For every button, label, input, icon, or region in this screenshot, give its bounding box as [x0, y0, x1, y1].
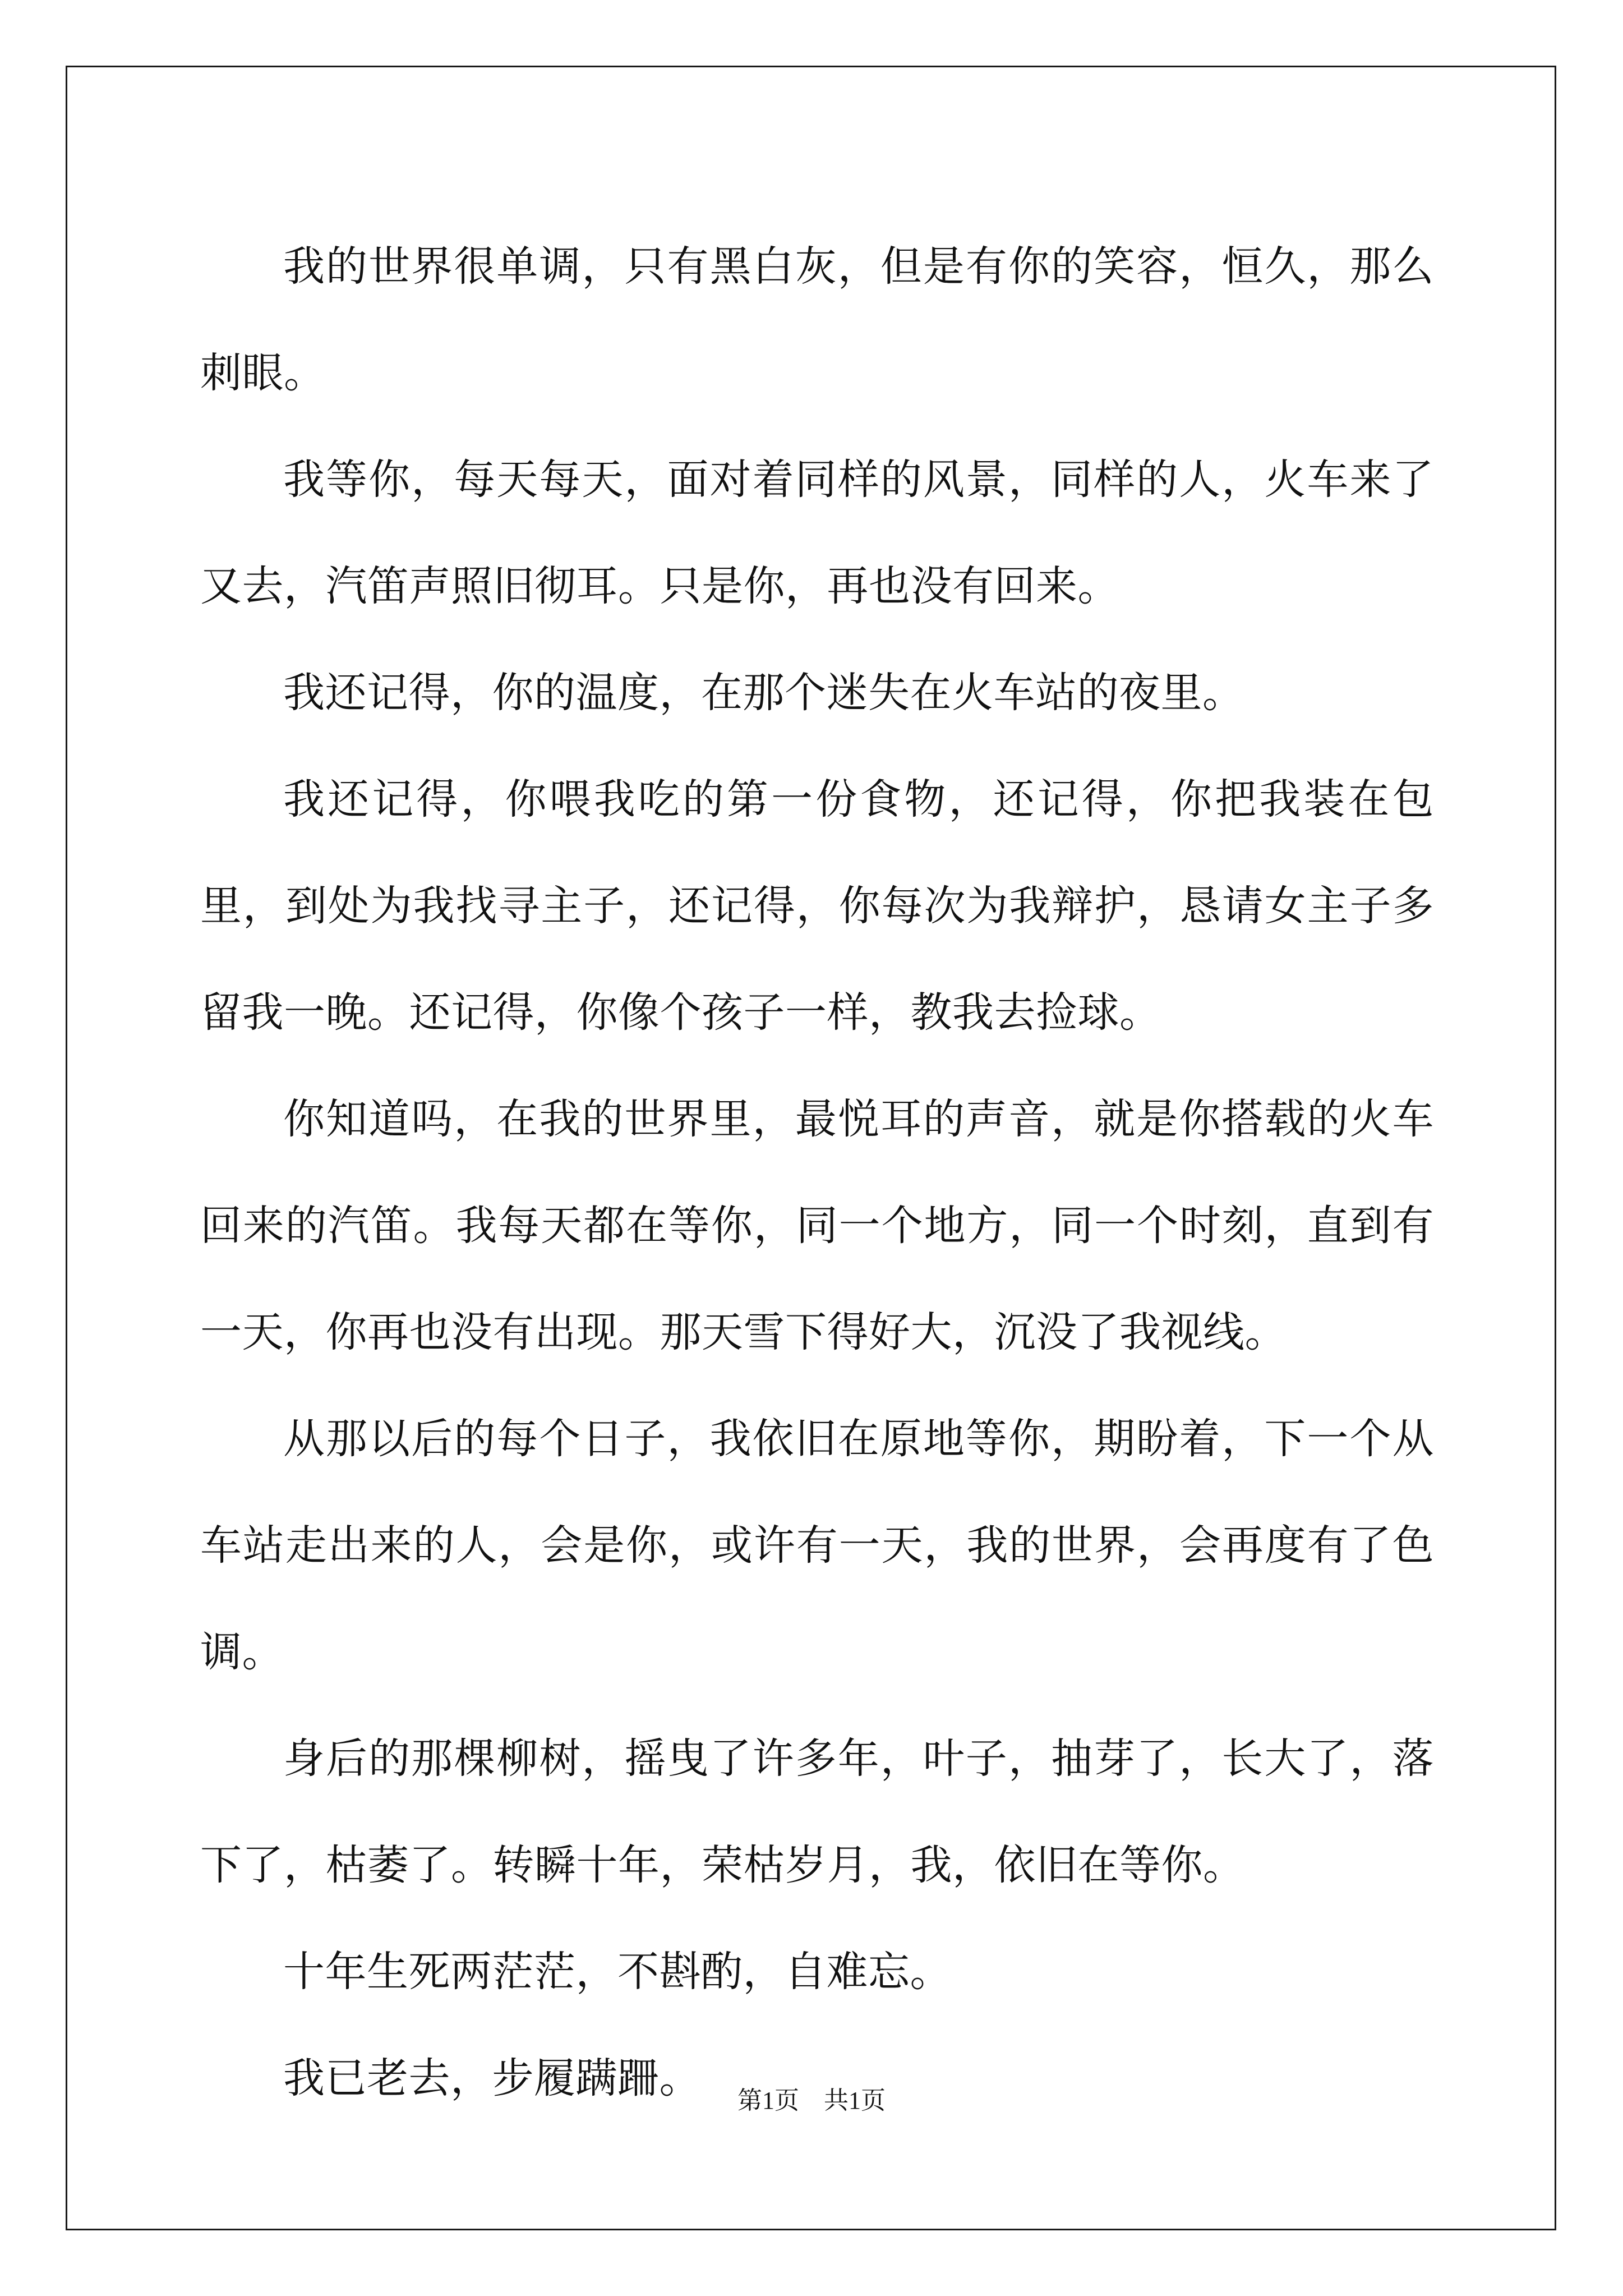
paragraph: 我等你，每天每天，面对着同样的风景，同样的人，火车来了又去，汽笛声照旧彻耳。只是你，再也没有回来。 [200, 455, 1434, 610]
paragraph: 你知道吗，在我的世界里，最悦耳的声音，就是你搭载的火车回来的汽笛。我每天都在等你，同一个地方，同一个时刻，直到有一天，你再也没有出现。那天雪下得好大，沉没了我视线。 [200, 1095, 1434, 1356]
paragraph: 十年生死两茫茫，不斟酌，自难忘。 [283, 1948, 952, 1996]
document-body [200, 213, 1434, 2132]
paragraph: 我的世界很单调，只有黑白灰，但是有你的笑容，恒久，那么刺眼。 [200, 242, 1434, 397]
paragraph: 我还记得，你喂我吃的第一份食物，还记得，你把我装在包里，到处为我找寻主子，还记得，你每次为我辩护，恳请女主子多留我一晚。还记得，你像个孩子一样，教我去捡球。 [200, 775, 1434, 1037]
paragraph: 我已老去，步履蹒跚。 [283, 2054, 701, 2102]
paragraph: 我还记得，你的温度，在那个迷失在火车站的夜里。 [283, 669, 1244, 717]
paragraph: 从那以后的每个日子，我依旧在原地等你，期盼着，下一个从车站走出来的人，会是你，或许有一天，我的世界，会再度有了色调。 [200, 1415, 1434, 1676]
paragraph: 身后的那棵柳树，摇曳了许多年，叶子，抽芽了，长大了，落下了，枯萎了。转瞬十年，荣枯岁月，我，依旧在等你。 [200, 1734, 1434, 1889]
page-number-footer: 第1页 共1页 [737, 2087, 886, 2114]
